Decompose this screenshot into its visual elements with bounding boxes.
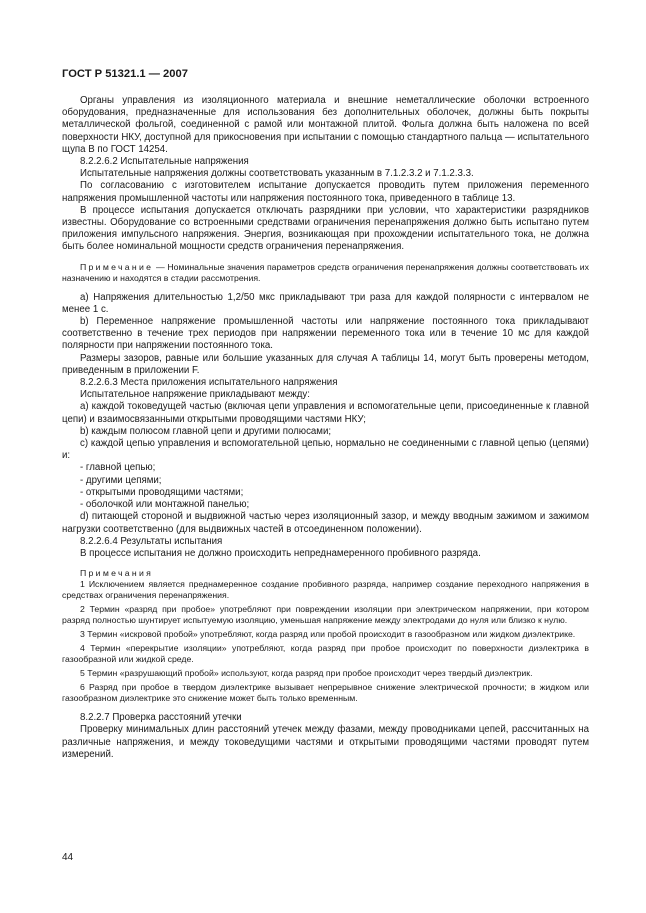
section-heading: 8.2.2.6.3 Места приложения испытательного напряжения [80,377,338,389]
note-label: Примечание [80,261,154,272]
list-item: - главной цепью; [80,462,156,474]
paragraph: В процессе испытания не должно происходить непреднамеренного пробивного разряда. [80,547,481,559]
list-item: - другими цепями; [80,474,162,486]
list-item: с) каждой цепью управления и вспомогательной цепью, нормально не соединенными с главной цепью (цепями) и: [62,438,589,462]
list-item: b) каждым полюсом главной цепи и другими полюсами; [80,425,332,437]
note-item: 3 Термин «искровой пробой» употребляют, когда разряд или пробой происходит в газообразном или жидком диэлектрике. [80,629,576,640]
document-body [62,95,589,761]
note-text: Номинальные значения параметров средств ограничения перенапряжения должны соответствовать их назначению и находятся в стадии рассмотрения. [62,261,590,283]
note-item: 4 Термин «перекрытие изоляции» употребляют, когда разряд при пробое происходит по поверхности диэлектрика в газообразной или жидкой среде. [62,643,589,665]
paragraph: Проверку минимальных длин расстояний утечек между фазами, между проводниками цепей, рассчитанных на различные напряжения, и между токоведущими частями и открытыми проводящими частями проводят путем измерений. [62,724,589,760]
note: Примечание — Номинальные значения параметров средств ограничения перенапряжения должны соответствовать их назначению и находятся в стадии рассмотрения. [62,261,590,283]
note-item: 5 Термин «разрушающий пробой» используют, когда разряд при пробое происходит через твердый диэлектрик. [80,668,533,679]
paragraph: Органы управления из изоляционного материала и внешние неметаллические оболочки встроенного оборудования, предназначенные для использования без дополнительных оболочек, должны быть покрыты металлической фольгой, соединенной с рамой или монтажной плитой. Фольга должна быть наложена по всей поверхности НКУ, доступной для прикосновения при испытании с помощью стандартного пальца — испытательного щупа В по ГОСТ 14254. [62,95,589,155]
document-header: ГОСТ Р 51321.1 — 2007 [62,68,188,80]
paragraph: Испытательное напряжение прикладывают между: [80,389,310,401]
section-heading: 8.2.2.6.4 Результаты испытания [80,535,223,547]
list-item: - оболочкой или монтажной панелью; [80,499,250,511]
list-item: b) Переменное напряжение промышленной частоты или напряжение постоянного тока прикладывают соответственно в течение трех периодов при напряжении переменного тока или в течение 10 мс для каждой полярности при напряжении постоянного тока. [62,316,589,352]
notes-heading [62,568,589,579]
section-heading: 8.2.2.7 Проверка расстояний утечки [80,712,242,724]
paragraph: Размеры зазоров, равные или большие указанных для случая А таблицы 14, могут быть проверены методом, приведенным в приложении F. [62,352,589,376]
paragraph: По согласованию с изготовителем испытание допускается проводить путем приложения переменного напряжения промышленной частоты или напряжения постоянного тока, приведенного в таблице 13. [62,180,589,204]
list-item: а) Напряжения длительностью 1,2/50 мкс прикладывают три раза для каждой полярности с интервалом не менее 1 с. [62,291,589,315]
list-item: d) питающей стороной и выдвижной частью через изоляционный зазор, и между вводным зажимом и зажимом нагрузки соответственно (для выдвижных частей в отсоединенном положении). [62,511,589,535]
notes-label: Примечания [80,568,154,579]
note-item: 6 Разряд при пробое в твердом диэлектрике вызывает непрерывное снижение электрической прочности; в жидком или газообразном диэлектрике это снижение может быть только временным. [62,682,589,704]
list-item: а) каждой токоведущей частью (включая цепи управления и вспомогательные цепи, присоединенные к главной цепи) и взаимосвязанными открытыми проводящими частями НКУ; [62,401,589,425]
note-item: 2 Термин «разряд при пробое» употребляют при повреждении изоляции при электрическом напряжении, при котором разряд полностью шунтирует испытуемую изоляцию, уменьшая напряжение между электродами до нуля или близко к нулю. [62,604,589,626]
list-item: - открытыми проводящими частями; [80,486,244,498]
section-heading: 8.2.2.6.2 Испытательные напряжения [80,156,249,168]
paragraph: Испытательные напряжения должны соответствовать указанным в 7.1.2.3.2 и 7.1.2.3.3. [80,168,474,180]
paragraph: В процессе испытания допускается отключать разрядники при условии, что характеристики разрядников известны. Оборудование со встроенными средствами ограничения перенапряжения должно быть испытано путем приложения импульсного напряжения. Энергия, возникающая при прохождении испытательного тока, не должна быть более номинальной мощности средств ограничения перенапряжения. [62,204,589,253]
note-item: 1 Исключением является преднамеренное создание пробивного разряда, например создание переходного напряжения в средствах ограничения перенапряжения. [62,579,589,601]
page-number: 44 [62,852,74,863]
